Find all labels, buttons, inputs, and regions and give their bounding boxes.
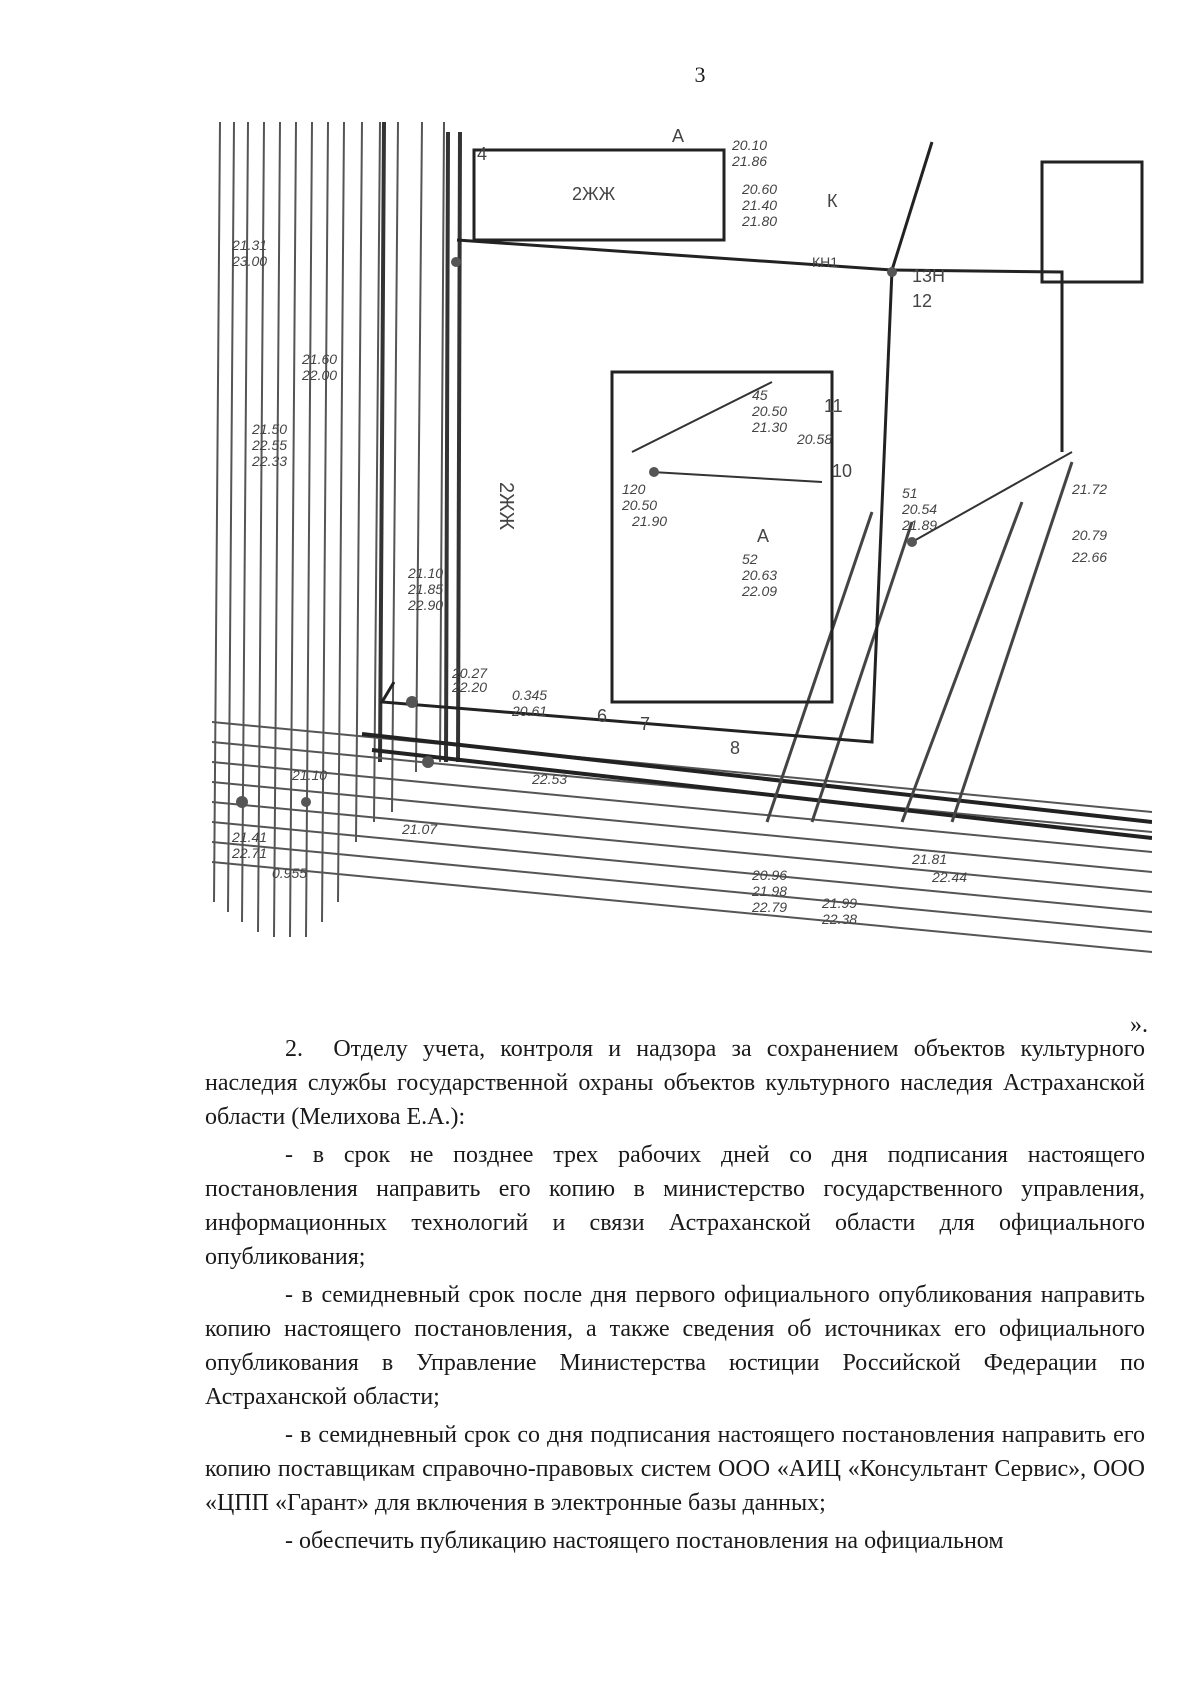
plan-mark: 20.50 — [752, 403, 788, 419]
plan-mark: 20.96 — [752, 867, 788, 883]
plan-mark: 20.79 — [1072, 527, 1108, 543]
plan-label-kn1: КН1 — [812, 254, 839, 270]
paragraph-item: - в семидневный срок со дня подписания настоящего постановления направить его копию поставщикам справочно-правовых систем ООО «АИЦ «Консультант Сервис», ООО «ЦПП «Гарант» для включения в электронные базы данных; — [205, 1422, 1145, 1516]
plan-mark: 22.09 — [742, 583, 778, 599]
page-number: 3 — [694, 62, 706, 87]
plan-label-point-4: 4 — [477, 144, 488, 164]
plan-mark: 21.60 — [302, 351, 338, 367]
plan-mark: 22.71 — [232, 845, 268, 861]
plan-mark: 21.72 — [1072, 481, 1108, 497]
plan-mark: 23.00 — [232, 253, 268, 269]
paragraph-2: 2. Отделу учета, контроля и надзора за сохранением объектов культурного наследия службы государственной охраны объектов культурного наследия Астраханской области (Мелихова Е.А.): — [205, 1036, 1145, 1130]
plan-mark: 20.10 — [732, 137, 768, 153]
plan-label-point-10: 10 — [832, 461, 853, 481]
plan-mark: 21.50 — [252, 421, 288, 437]
plan-mark: 21.81 — [912, 851, 948, 867]
plan-mark: 20.50 — [622, 497, 658, 513]
plan-mark: 21.40 — [742, 197, 778, 213]
bottom-street-heavy-lines — [362, 734, 1152, 838]
plan-mark: 22.53 — [532, 771, 568, 787]
plan-mark: 22.79 — [752, 899, 788, 915]
plan-mark: 22.55 — [252, 437, 288, 453]
plan-mark: 21.99 — [822, 895, 858, 911]
plan-mark: 20.27 — [452, 665, 488, 681]
plan-mark: 20.54 — [902, 501, 938, 517]
plan-mark: 21.30 — [752, 419, 788, 435]
plan-mark: 21.31 — [232, 237, 268, 253]
paragraph-item: - обеспечить публикацию настоящего постановления на официальном — [285, 1528, 1004, 1554]
plan-mark: 51 — [902, 485, 918, 501]
plan-label-point-13n: 13Н — [912, 266, 946, 286]
plan-mark: 120 — [622, 481, 646, 497]
plan-label-zone-main: 2ЖЖ — [495, 482, 517, 531]
plan-mark: 21.86 — [732, 153, 768, 169]
plan-mark: 20.60 — [742, 181, 778, 197]
site-plan-map — [212, 122, 1152, 982]
building-outlines — [382, 142, 1142, 742]
plan-mark: 21.89 — [902, 517, 938, 533]
plan-mark: 21.80 — [742, 213, 778, 229]
plan-label-k: К — [827, 191, 838, 211]
plan-label-zone-top: 2ЖЖ — [572, 184, 616, 204]
plan-mark: 21.85 — [408, 581, 444, 597]
plan-label-point-7: 7 — [640, 714, 651, 734]
plan-label-point-8: 8 — [730, 738, 741, 758]
plan-mark: 20.58 — [797, 431, 833, 447]
plan-label-point-11: 11 — [824, 396, 843, 416]
plan-mark: 22.33 — [252, 453, 288, 469]
plan-mark: 21.98 — [752, 883, 788, 899]
survey-points — [236, 257, 917, 808]
plan-mark: 22.00 — [302, 367, 338, 383]
plan-mark: 21.90 — [632, 513, 668, 529]
plan-mark: 20.61 — [512, 703, 548, 719]
plan-label-point-12: 12 — [912, 291, 933, 311]
plan-mark: 52 — [742, 551, 758, 567]
plan-mark: 20.63 — [742, 567, 778, 583]
paragraph-item: - в семидневный срок после дня первого официального опубликования направить копию настоящего постановления, а также сведения об источниках его официального опубликования в Управление Министерства юстиции Российской Федерации по Астраханской области; — [205, 1282, 1145, 1410]
plan-mark: 22.38 — [822, 911, 858, 927]
plan-mark: 0.955 — [272, 865, 308, 881]
plan-mark: 45 — [752, 387, 768, 403]
plan-mark: 21.41 — [232, 829, 268, 845]
bottom-street-hatching — [212, 722, 1152, 952]
closing-quote: ». — [1130, 1012, 1148, 1038]
plan-mark: 21.10 — [408, 565, 444, 581]
plan-mark: 22.90 — [408, 597, 444, 613]
plan-mark: 22.44 — [932, 869, 968, 885]
plan-mark: 22.20 — [452, 679, 488, 695]
plan-label-a1: А — [672, 126, 685, 146]
plan-mark: 22.66 — [1072, 549, 1108, 565]
plan-label-point-6: 6 — [597, 706, 608, 726]
plan-mark: 21.07 — [402, 821, 438, 837]
plan-label-a2: А — [757, 526, 770, 546]
document-body — [205, 1032, 1145, 1562]
plan-mark: 0.345 — [512, 687, 548, 703]
paragraph-item: - в срок не позднее трех рабочих дней со дня подписания настоящего постановления направить его копию в министерство государственного управления, информационных технологий и связи Астраханской области для официального опубликования; — [205, 1142, 1145, 1270]
plan-mark: 21.10 — [292, 767, 328, 783]
